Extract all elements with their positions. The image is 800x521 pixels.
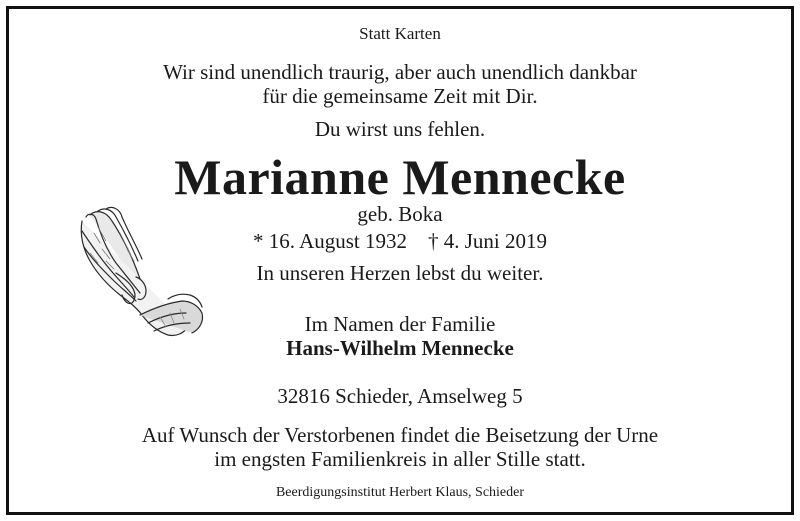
burial-line-2: im engsten Familienkreis in aller Stille statt.	[214, 447, 586, 471]
deceased-name: Marianne Mennecke	[174, 149, 626, 205]
quote-line-1: Wir sind unendlich traurig, aber auch unendlich dankbar	[163, 60, 637, 84]
header-text: Statt Karten	[359, 24, 441, 43]
missing-line: Du wirst uns fehlen.	[314, 117, 486, 141]
quote-line-2: für die gemeinsame Zeit mit Dir.	[262, 84, 538, 108]
praying-hands-icon	[76, 203, 206, 353]
life-dates: * 16. August 1932 † 4. Juni 2019	[252, 229, 548, 253]
family-name: Hans-Wilhelm Mennecke	[286, 336, 514, 360]
funeral-home: Beerdigungsinstitut Herbert Klaus, Schieder	[275, 485, 525, 500]
address: 32816 Schieder, Amselweg 5	[277, 384, 523, 408]
family-intro: Im Namen der Familie	[304, 312, 496, 336]
maiden-name: geb. Boka	[357, 202, 443, 226]
heart-line: In unseren Herzen lebst du weiter.	[256, 261, 544, 285]
burial-line-1: Auf Wunsch der Verstorbenen findet die Beisetzung der Urne	[141, 423, 659, 447]
